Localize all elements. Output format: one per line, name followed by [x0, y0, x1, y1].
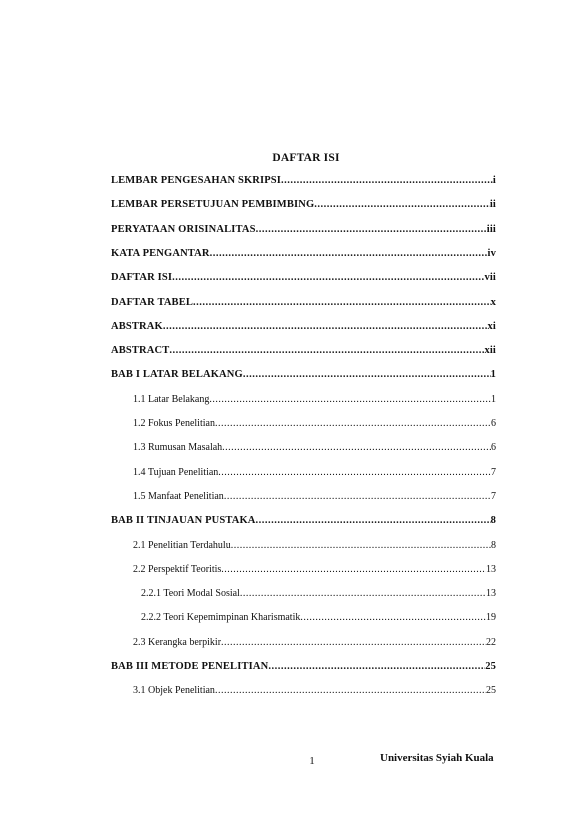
toc-entry: [111, 319, 496, 335]
toc-entry-page: xii: [484, 345, 496, 357]
toc-dot-leader: [281, 173, 493, 189]
toc-entry-label: 2.2 Perspektif Teoritis: [133, 563, 222, 575]
toc-entry-label: ABSTRACT: [111, 345, 170, 357]
toc-entry-label: 2.1 Penelitian Terdahulu: [133, 539, 231, 551]
toc-entry-label: DAFTAR TABEL: [111, 296, 194, 308]
toc-dot-leader: [224, 489, 491, 505]
toc-entry-label: 2.2.2 Teori Kepemimpinan Kharismatik: [141, 612, 301, 624]
toc-entry: [111, 343, 496, 359]
toc-entry: [111, 197, 496, 213]
toc-entry-page: 13: [486, 588, 496, 600]
toc-entry-label: DAFTAR ISI: [111, 272, 173, 284]
toc-entry-label: 1.3 Rumusan Masalah: [133, 442, 223, 454]
toc-entry-label: ABSTRAK: [111, 320, 163, 332]
toc-entry: [111, 367, 496, 383]
toc-entry-label: LEMBAR PERSETUJUAN PEMBIMBING: [111, 199, 315, 211]
toc-entry-label: BAB II TINJAUAN PUSTAKA: [111, 515, 256, 527]
toc-entry-page: 8: [490, 515, 496, 527]
toc-entry: [111, 173, 496, 189]
toc-entry-label: 1.2 Fokus Penelitian: [133, 418, 215, 429]
toc-entry-label: 1.1 Latar Belakang: [133, 393, 210, 405]
toc-entry: [133, 392, 496, 408]
toc-entry-label: LEMBAR PENGESAHAN SKRIPSI: [111, 175, 282, 186]
toc-entry: [111, 659, 496, 675]
toc-entry-page: i: [492, 175, 496, 186]
toc-entry-page: iv: [487, 247, 496, 259]
toc-entry-label: KATA PENGANTAR: [111, 247, 210, 259]
toc-dot-leader: [172, 270, 484, 286]
toc-entry-page: 25: [486, 685, 496, 697]
toc-entry-page: x: [490, 296, 496, 308]
toc-entry: [111, 513, 496, 529]
toc-entry: [133, 465, 496, 481]
toc-dot-leader: [169, 343, 484, 359]
toc-entry-page: ii: [489, 199, 496, 211]
toc-entry-page: xi: [487, 320, 496, 332]
toc-entry-page: 19: [486, 612, 496, 624]
toc-entry: [133, 416, 496, 432]
toc-dot-leader: [209, 392, 491, 408]
toc-dot-leader: [240, 586, 486, 602]
toc-entry-page: 8: [491, 539, 496, 551]
toc-entry-label: BAB I LATAR BELAKANG: [111, 369, 243, 381]
toc-entry-page: 6: [491, 442, 496, 454]
toc-entry: [133, 562, 496, 578]
toc-entry-page: 7: [491, 490, 496, 502]
toc-entry: [133, 683, 496, 699]
toc-entry: [111, 222, 496, 238]
toc-entry: [133, 635, 496, 651]
toc-dot-leader: [215, 416, 491, 432]
toc-dot-leader: [221, 562, 486, 578]
toc-entry: [141, 586, 496, 602]
toc-dot-leader: [218, 465, 491, 481]
toc-entry: [133, 489, 496, 505]
toc-entry-page: 1: [491, 393, 496, 405]
toc-entry-page: 6: [491, 418, 496, 429]
toc-dot-leader: [300, 610, 486, 626]
toc-dot-leader: [314, 197, 490, 213]
page-title: DAFTAR ISI: [272, 152, 340, 164]
toc-entry-label: 2.3 Kerangka berpikir: [133, 636, 222, 648]
toc-entry: [133, 440, 496, 456]
toc-dot-leader: [210, 246, 488, 262]
toc-entry-label: 1.4 Tujuan Penelitian: [133, 466, 219, 478]
toc-dot-leader: [256, 222, 487, 238]
toc-dot-leader: [163, 319, 488, 335]
toc-entry-label: PERYATAAN ORISINALITAS: [111, 223, 256, 235]
toc-entry-label: 3.1 Objek Penelitian: [133, 685, 215, 697]
toc-entry-page: 25: [485, 661, 496, 672]
footer-page-number: 1: [309, 755, 315, 767]
toc-entry: [133, 538, 496, 554]
toc-entry: [111, 246, 496, 262]
toc-dot-leader: [221, 635, 486, 651]
toc-entry-page: vii: [484, 272, 496, 284]
toc-dot-leader: [222, 440, 491, 456]
toc-entry: [141, 610, 496, 626]
toc-dot-leader: [231, 538, 491, 554]
toc-entry-label: 2.2.1 Teori Modal Sosial: [141, 588, 240, 600]
toc-entry-page: iii: [486, 223, 496, 235]
footer-university: Universitas Syiah Kuala: [380, 752, 494, 764]
toc-entry: [111, 270, 496, 286]
toc-dot-leader: [193, 295, 491, 311]
toc-entry-page: 7: [491, 466, 496, 478]
toc-dot-leader: [256, 513, 491, 529]
toc-entry-label: BAB III METODE PENELITIAN: [111, 661, 269, 672]
toc-entry-page: 1: [490, 369, 496, 381]
toc-entry-page: 22: [486, 636, 496, 648]
toc-entry-label: 1.5 Manfaat Penelitian: [133, 490, 224, 502]
toc-entry: [111, 295, 496, 311]
toc-dot-leader: [243, 367, 491, 383]
toc-entry-page: 13: [486, 563, 496, 575]
toc-dot-leader: [215, 683, 486, 699]
toc-dot-leader: [268, 659, 485, 675]
